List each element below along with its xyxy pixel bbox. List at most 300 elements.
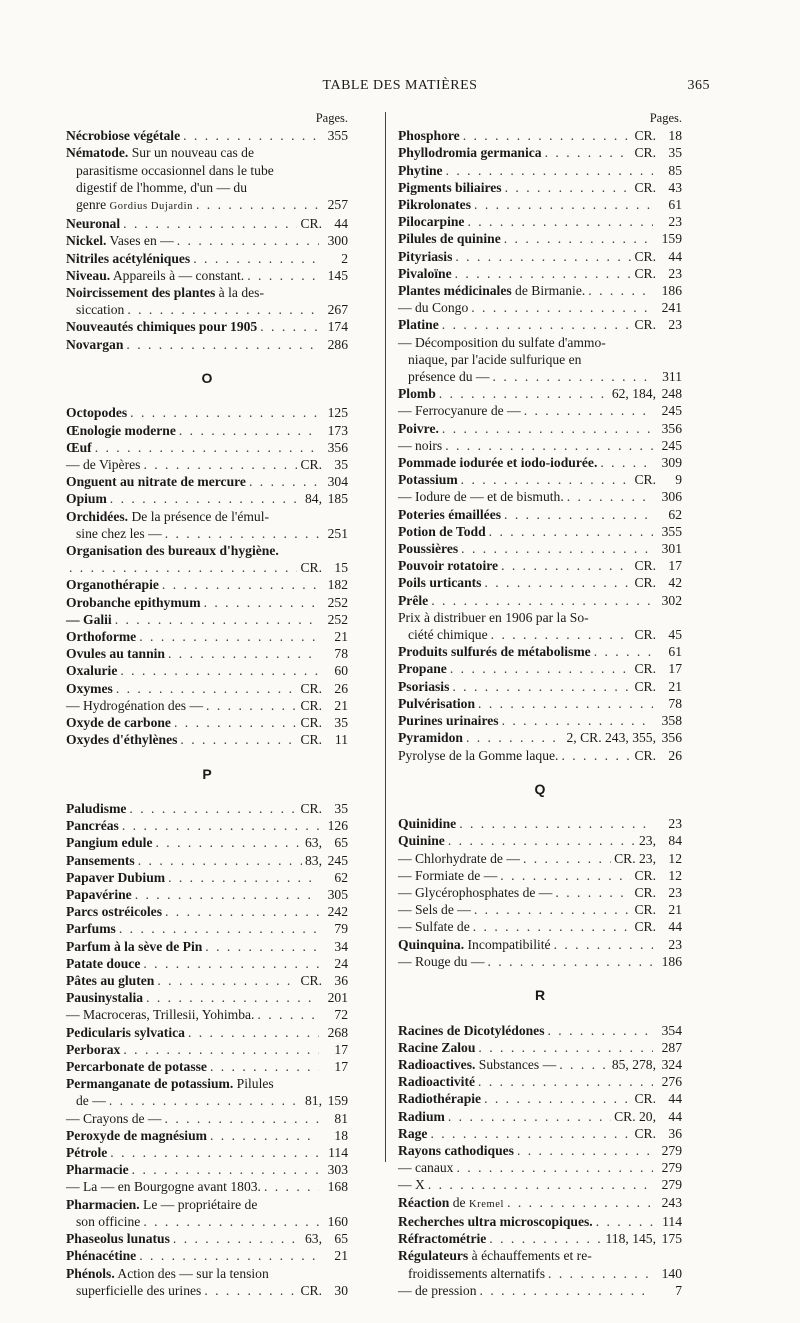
entry-continuation (398, 368, 682, 385)
index-entry (66, 1247, 348, 1264)
entry-term: Pausinystalia (66, 990, 144, 1006)
entry-page: 43 (668, 179, 682, 195)
entry-continuation: digestif de l'homme, d'un — du (76, 179, 248, 195)
entry-term: Potion de Todd (398, 523, 486, 539)
entry-term: Perborax (66, 1041, 121, 1057)
running-title: TABLE DES MATIÈRES (322, 78, 478, 93)
entry-page: 26 (334, 680, 348, 696)
page-number: 365 (687, 78, 710, 93)
entry-continuation: parasitisme occasionnel dans le tube (76, 162, 274, 178)
entry-page: 24 (334, 955, 348, 971)
entry-term: Nouveautés chimiques pour 1905 (66, 319, 258, 335)
entry-term: Papavérine (66, 887, 132, 903)
entry-ref: CR. (300, 715, 322, 731)
entry-page: 36 (334, 973, 348, 989)
index-entry (398, 1194, 682, 1213)
index-entry (66, 834, 348, 851)
entry-page: 268 (327, 1024, 348, 1040)
entry-term: Psoriasis (398, 678, 450, 694)
entry-text: ciété chimique (408, 627, 488, 643)
index-entry (398, 385, 682, 402)
entry-ref: 83, (305, 852, 322, 868)
entry-ref: CR. (634, 265, 656, 281)
entry-page: 17 (334, 1041, 348, 1057)
entry-ref: CR. (634, 472, 656, 488)
entry-term: Percarbonate de potasse (66, 1059, 207, 1075)
index-entry (398, 1282, 682, 1299)
entry-page: 173 (327, 422, 348, 438)
entry-page: 175 (661, 1231, 682, 1247)
index-entry (398, 1039, 682, 1056)
index-entry (398, 248, 682, 265)
entry-text: Sur un nouveau cas de (128, 145, 255, 161)
index-entry (398, 454, 682, 471)
entry-page: 65 (334, 835, 348, 851)
entry-term: Nématode. (66, 145, 129, 161)
entry-page: 356 (327, 439, 348, 455)
entry-page: 7 (675, 1282, 682, 1298)
entry-ref: CR. (634, 902, 656, 918)
entry-text: de Birmanie. (511, 283, 586, 299)
entry-page: 44 (668, 1091, 682, 1107)
entry-term: Plantes médicinales (398, 283, 512, 299)
entry-page: 65 (334, 1231, 348, 1247)
entry-term: Phénols. (66, 1265, 115, 1281)
index-entry (398, 420, 682, 437)
entry-term: Niveau. (66, 267, 111, 283)
entry-ref: CR. (634, 867, 656, 883)
index-entry (398, 747, 682, 764)
entry-page: 21 (668, 902, 682, 918)
index-entry (66, 456, 348, 473)
entry-term: Radiothérapie (398, 1091, 482, 1107)
entry-page: 35 (668, 145, 682, 161)
entry-continuation (66, 1213, 348, 1230)
index-entry (398, 1230, 682, 1247)
index-entry (398, 695, 682, 712)
entry-term: Organisation des bureaux d'hygiène. (66, 543, 279, 559)
entry-term: Parfums (66, 921, 116, 937)
index-entry (66, 714, 348, 731)
index-entry (66, 1041, 348, 1058)
index-entry (66, 267, 348, 284)
entry-page: 276 (661, 1074, 682, 1090)
index-entry (398, 815, 682, 832)
index-entry (398, 299, 682, 316)
entry-page: 79 (334, 921, 348, 937)
entry-term: Pilules de quinine (398, 231, 501, 247)
index-entry (398, 1176, 682, 1193)
entry-term: Pouvoir rotatoire (398, 558, 499, 574)
index-entry (66, 508, 348, 525)
entry-continuation (66, 559, 348, 576)
entry-ref: 63, (305, 835, 322, 851)
index-entry (398, 643, 682, 660)
entry-text: — Glycérophosphates de — (398, 885, 553, 901)
entry-term: Pikrolonates (398, 197, 472, 212)
entry-page: 17 (334, 1059, 348, 1075)
index-entry (398, 179, 682, 196)
entry-ref: 81, (305, 1093, 322, 1109)
entry-ref: 62, 184, (611, 386, 656, 402)
entry-continuation (66, 301, 348, 318)
index-entry (398, 1159, 682, 1176)
entry-page: 358 (661, 713, 682, 729)
entry-page: 186 (661, 953, 682, 969)
index-entry (398, 884, 682, 901)
index-entry (66, 680, 348, 697)
entry-ref: 63, (305, 1231, 322, 1247)
entry-page: 354 (661, 1022, 682, 1038)
entry-page: 303 (327, 1162, 348, 1178)
index-entry (66, 611, 348, 628)
entry-term: Produits sulfurés de métabolisme (398, 644, 591, 660)
entry-continuation (398, 1265, 682, 1282)
entry-page: 252 (327, 594, 348, 610)
entry-term: Pulvérisation (398, 695, 476, 711)
entry-page: 251 (327, 525, 348, 541)
entry-term: Réaction (398, 1194, 450, 1210)
entry-ref: 84, (305, 491, 322, 507)
section-letter-q: Q (534, 780, 546, 797)
index-entry (66, 645, 348, 662)
index-entry (66, 250, 348, 267)
entry-text: — de pression (398, 1282, 477, 1298)
entry-page: 279 (661, 1143, 682, 1159)
entry-term: Pyrolyse de la Gomme laque. (398, 747, 559, 763)
section-letter-r: R (534, 987, 546, 1004)
index-entry (398, 1056, 682, 1073)
entry-continuation (66, 1092, 348, 1109)
entry-term: Oxyde de carbone (66, 715, 171, 731)
entry-term: Pyramidon (398, 730, 463, 746)
entry-page: 140 (661, 1265, 682, 1281)
entry-page: 15 (334, 560, 348, 576)
entry-continuation (66, 196, 348, 215)
entry-page: 160 (327, 1213, 348, 1229)
entry-term: Plomb (398, 386, 436, 402)
entry-text: — Chlorhydrate de — (398, 850, 520, 866)
index-entry (398, 660, 682, 677)
entry-page: 30 (334, 1282, 348, 1298)
index-entry (398, 162, 682, 179)
entry-page: 35 (334, 457, 348, 472)
index-entry (398, 196, 682, 213)
entry-term: Pedicularis sylvatica (66, 1024, 185, 1040)
entry-term: Phytine (398, 162, 443, 178)
entry-page: 34 (334, 938, 348, 954)
index-entry (398, 867, 682, 884)
index-entry (66, 1265, 348, 1282)
entry-term: Oxydes d'éthylènes (66, 732, 178, 748)
entry-page: 302 (661, 592, 682, 608)
entry-page: 35 (334, 801, 348, 817)
entry-text: — de Vipères (66, 457, 141, 472)
entry-page: 243 (661, 1194, 682, 1210)
entry-term: Parcs ostréicoles (66, 904, 162, 920)
index-entry: Prix à distribuer en 1906 par la So- (398, 609, 589, 625)
index-entry (398, 506, 682, 523)
entry-text: siccation (76, 302, 125, 318)
index-entry (66, 422, 348, 439)
entry-page: 126 (327, 818, 348, 834)
entry-page: 311 (662, 369, 682, 385)
entry-page: 145 (327, 267, 348, 283)
entry-page: 356 (661, 730, 682, 746)
entry-text: à la des- (215, 285, 264, 301)
entry-page: 78 (668, 695, 682, 711)
entry-term: Pharmacien. (66, 1196, 140, 1212)
author-name: Gordius Dujardin (109, 201, 193, 212)
entry-ref: CR. (300, 697, 322, 713)
author-name: Kremel (468, 1198, 505, 1210)
entry-page: 61 (668, 197, 682, 212)
entry-text: — X (398, 1177, 425, 1193)
entry-page: 45 (668, 627, 682, 643)
entry-ref: CR. (634, 128, 656, 144)
entry-term: Paludisme (66, 801, 127, 817)
entry-ref: CR. (634, 885, 656, 901)
entry-term: Oxymes (66, 680, 113, 696)
entry-page: 267 (327, 302, 348, 318)
entry-page: 21 (334, 697, 348, 713)
entry-text: froidissements alternatifs (408, 1265, 546, 1281)
entry-text: superficielle des urines (76, 1282, 202, 1298)
entry-text: — Iodure de — et de bismuth. (398, 489, 564, 505)
index-entry (66, 938, 348, 955)
index-entry (398, 144, 682, 161)
entry-page: 324 (661, 1057, 682, 1073)
entry-term: Orobanche epithymum (66, 594, 201, 610)
entry-text: — La — en Bourgogne avant 1803. (66, 1179, 261, 1195)
entry-ref: 23, (639, 833, 656, 849)
entry-page: 242 (327, 904, 348, 920)
entry-term: Quinquina. (398, 936, 465, 952)
entry-page: 301 (661, 541, 682, 557)
column-divider (385, 112, 386, 1162)
entry-page: 26 (668, 747, 682, 763)
entry-page: 84 (668, 833, 682, 849)
index-entry (398, 523, 682, 540)
entry-page: 186 (661, 283, 682, 299)
index-entry (66, 284, 348, 301)
entry-term: Novargan (66, 336, 124, 352)
entry-ref: CR. (300, 216, 322, 232)
index-entry (398, 678, 682, 695)
section-letter-o: O (201, 370, 213, 387)
entry-ref: CR. (634, 1091, 656, 1107)
index-entry (398, 712, 682, 729)
index-entry (66, 1110, 348, 1127)
index-entry (398, 127, 682, 144)
entry-term: Pansements (66, 852, 135, 868)
index-entry (66, 869, 348, 886)
entry-text: — du Congo (398, 300, 469, 316)
entry-page: 305 (327, 887, 348, 903)
entry-ref: CR. 20, (614, 1108, 656, 1124)
entry-ref: CR. (634, 661, 656, 677)
entry-text: Pilules (233, 1076, 274, 1092)
entry-term: Neuronal (66, 216, 121, 232)
index-entry (66, 817, 348, 834)
entry-term: Phaseolus lunatus (66, 1231, 170, 1247)
index-entry (398, 918, 682, 935)
entry-text: sine chez les — (76, 525, 162, 541)
entry-term: Pigments biliaires (398, 179, 502, 195)
entry-term: Radioactivité (398, 1074, 476, 1090)
entry-ref: CR. (634, 1125, 656, 1141)
entry-term: Noircissement des plantes (66, 285, 216, 301)
entry-ref: CR. (300, 680, 322, 696)
entry-ref: CR. (634, 747, 656, 763)
pages-heading: Pages. (649, 111, 682, 125)
entry-term: Orthoforme (66, 629, 137, 645)
entry-ref: 118, 145, (605, 1231, 656, 1247)
index-entry (66, 628, 348, 645)
index-entry (398, 1073, 682, 1090)
index-entry (398, 574, 682, 591)
entry-text: genre (76, 197, 110, 212)
entry-term: Poussières (398, 541, 459, 557)
entry-text: — Ferrocyanure de — (398, 403, 521, 419)
entry-page: 125 (327, 405, 348, 421)
entry-page: 241 (661, 300, 682, 316)
entry-ref: CR. (300, 457, 322, 472)
entry-page: 21 (668, 678, 682, 694)
entry-text: — Hydrogénation des — (66, 697, 204, 713)
entry-term: Racines de Dicotylédones (398, 1022, 545, 1038)
entry-page: 12 (668, 867, 682, 883)
index-entry (66, 336, 348, 353)
index-entry (66, 1058, 348, 1075)
entry-page: 35 (334, 715, 348, 731)
entry-text: Incompatibilité (464, 936, 551, 952)
entry-page: 185 (327, 491, 348, 507)
entry-text: De la présence de l'émul- (128, 508, 270, 524)
entry-page: 306 (661, 489, 682, 505)
index-entry (398, 953, 682, 970)
entry-text: — Sels de — (398, 902, 471, 918)
index-entry (398, 1108, 682, 1125)
entry-page: 309 (661, 455, 682, 471)
entry-page: 114 (328, 1145, 348, 1161)
entry-page: 2 (341, 250, 348, 266)
index-entry (398, 230, 682, 247)
entry-page: 81 (334, 1110, 348, 1126)
entry-term: Rage (398, 1125, 428, 1141)
entry-page: 252 (327, 611, 348, 627)
index-entry (398, 471, 682, 488)
entry-page: 356 (661, 420, 682, 436)
entry-page: 279 (661, 1177, 682, 1193)
entry-term: Oxalurie (66, 663, 118, 679)
entry-page: 78 (334, 646, 348, 662)
entry-page: 11 (334, 732, 348, 748)
entry-ref: CR. (634, 248, 656, 264)
index-entry (398, 729, 682, 746)
index-entry (66, 1127, 348, 1144)
index-entry (398, 437, 682, 454)
index-entry (66, 144, 348, 161)
entry-term: — Galii (66, 611, 112, 627)
index-entry (398, 213, 682, 230)
entry-page: 355 (661, 523, 682, 539)
entry-ref: CR. (634, 317, 656, 333)
index-entry (66, 576, 348, 593)
entry-page: 85 (668, 162, 682, 178)
entry-term: Pommade iodurée et iodo-iodurée. (398, 455, 598, 471)
entry-ref: CR. (634, 678, 656, 694)
entry-page: 44 (334, 216, 348, 232)
entry-term: Œuf (66, 439, 92, 455)
index-entry: — Décomposition du sulfate d'ammo- (398, 334, 606, 350)
entry-term: Rayons cathodiques (398, 1143, 514, 1159)
entry-term: Radium (398, 1108, 445, 1124)
entry-term: Pancréas (66, 818, 119, 834)
entry-page: 159 (327, 1093, 348, 1109)
entry-ref: CR. (634, 919, 656, 935)
entry-continuation (66, 1282, 348, 1299)
entry-page: 201 (327, 990, 348, 1006)
right-column (398, 110, 682, 1299)
entry-page: 72 (334, 1007, 348, 1023)
index-entry (66, 920, 348, 937)
entry-ref: CR. (300, 1282, 322, 1298)
index-entry (66, 1006, 348, 1023)
entry-ref: CR. (300, 560, 322, 576)
index-entry (66, 215, 348, 232)
entry-page: 174 (327, 319, 348, 335)
entry-term: Œnologie moderne (66, 422, 176, 438)
entry-text: — Crayons de — (66, 1110, 162, 1126)
entry-term: Opium (66, 491, 107, 507)
index-entry (66, 1024, 348, 1041)
entry-page: 182 (327, 577, 348, 593)
entry-term: Pangium edule (66, 835, 153, 851)
entry-term: Propane (398, 661, 447, 677)
entry-term: Nitriles acétyléniques (66, 250, 191, 266)
index-entry (66, 662, 348, 679)
index-entry (66, 473, 348, 490)
entry-page: 62 (334, 869, 348, 885)
entry-page: 248 (661, 386, 682, 402)
entry-term: Réfractométrie (398, 1231, 487, 1247)
entry-page: 23 (668, 936, 682, 952)
entry-ref: CR. (300, 732, 322, 748)
entry-term: Patate douce (66, 955, 141, 971)
index-entry (66, 1161, 348, 1178)
index-entry (66, 490, 348, 507)
entry-term: Poils urticants (398, 575, 482, 591)
entry-page: 300 (327, 233, 348, 249)
entry-text: — canaux (398, 1160, 454, 1176)
entry-page: 114 (662, 1213, 682, 1229)
entry-page: 23 (668, 816, 682, 832)
entry-term: Pityriasis (398, 248, 453, 264)
entry-continuation (66, 525, 348, 542)
entry-ref: 85, 278, (611, 1057, 656, 1073)
index-entry (66, 318, 348, 335)
entry-text: présence du — (408, 369, 490, 385)
entry-page: 21 (334, 1248, 348, 1264)
entry-text: Action des — sur la tension (114, 1265, 269, 1281)
entry-term: Pétrole (66, 1145, 108, 1161)
index-entry (66, 404, 348, 421)
section-letter-p: P (202, 765, 212, 782)
entry-ref: CR. (634, 179, 656, 195)
entry-page: 286 (327, 336, 348, 352)
entry-text: — noirs (398, 437, 443, 453)
